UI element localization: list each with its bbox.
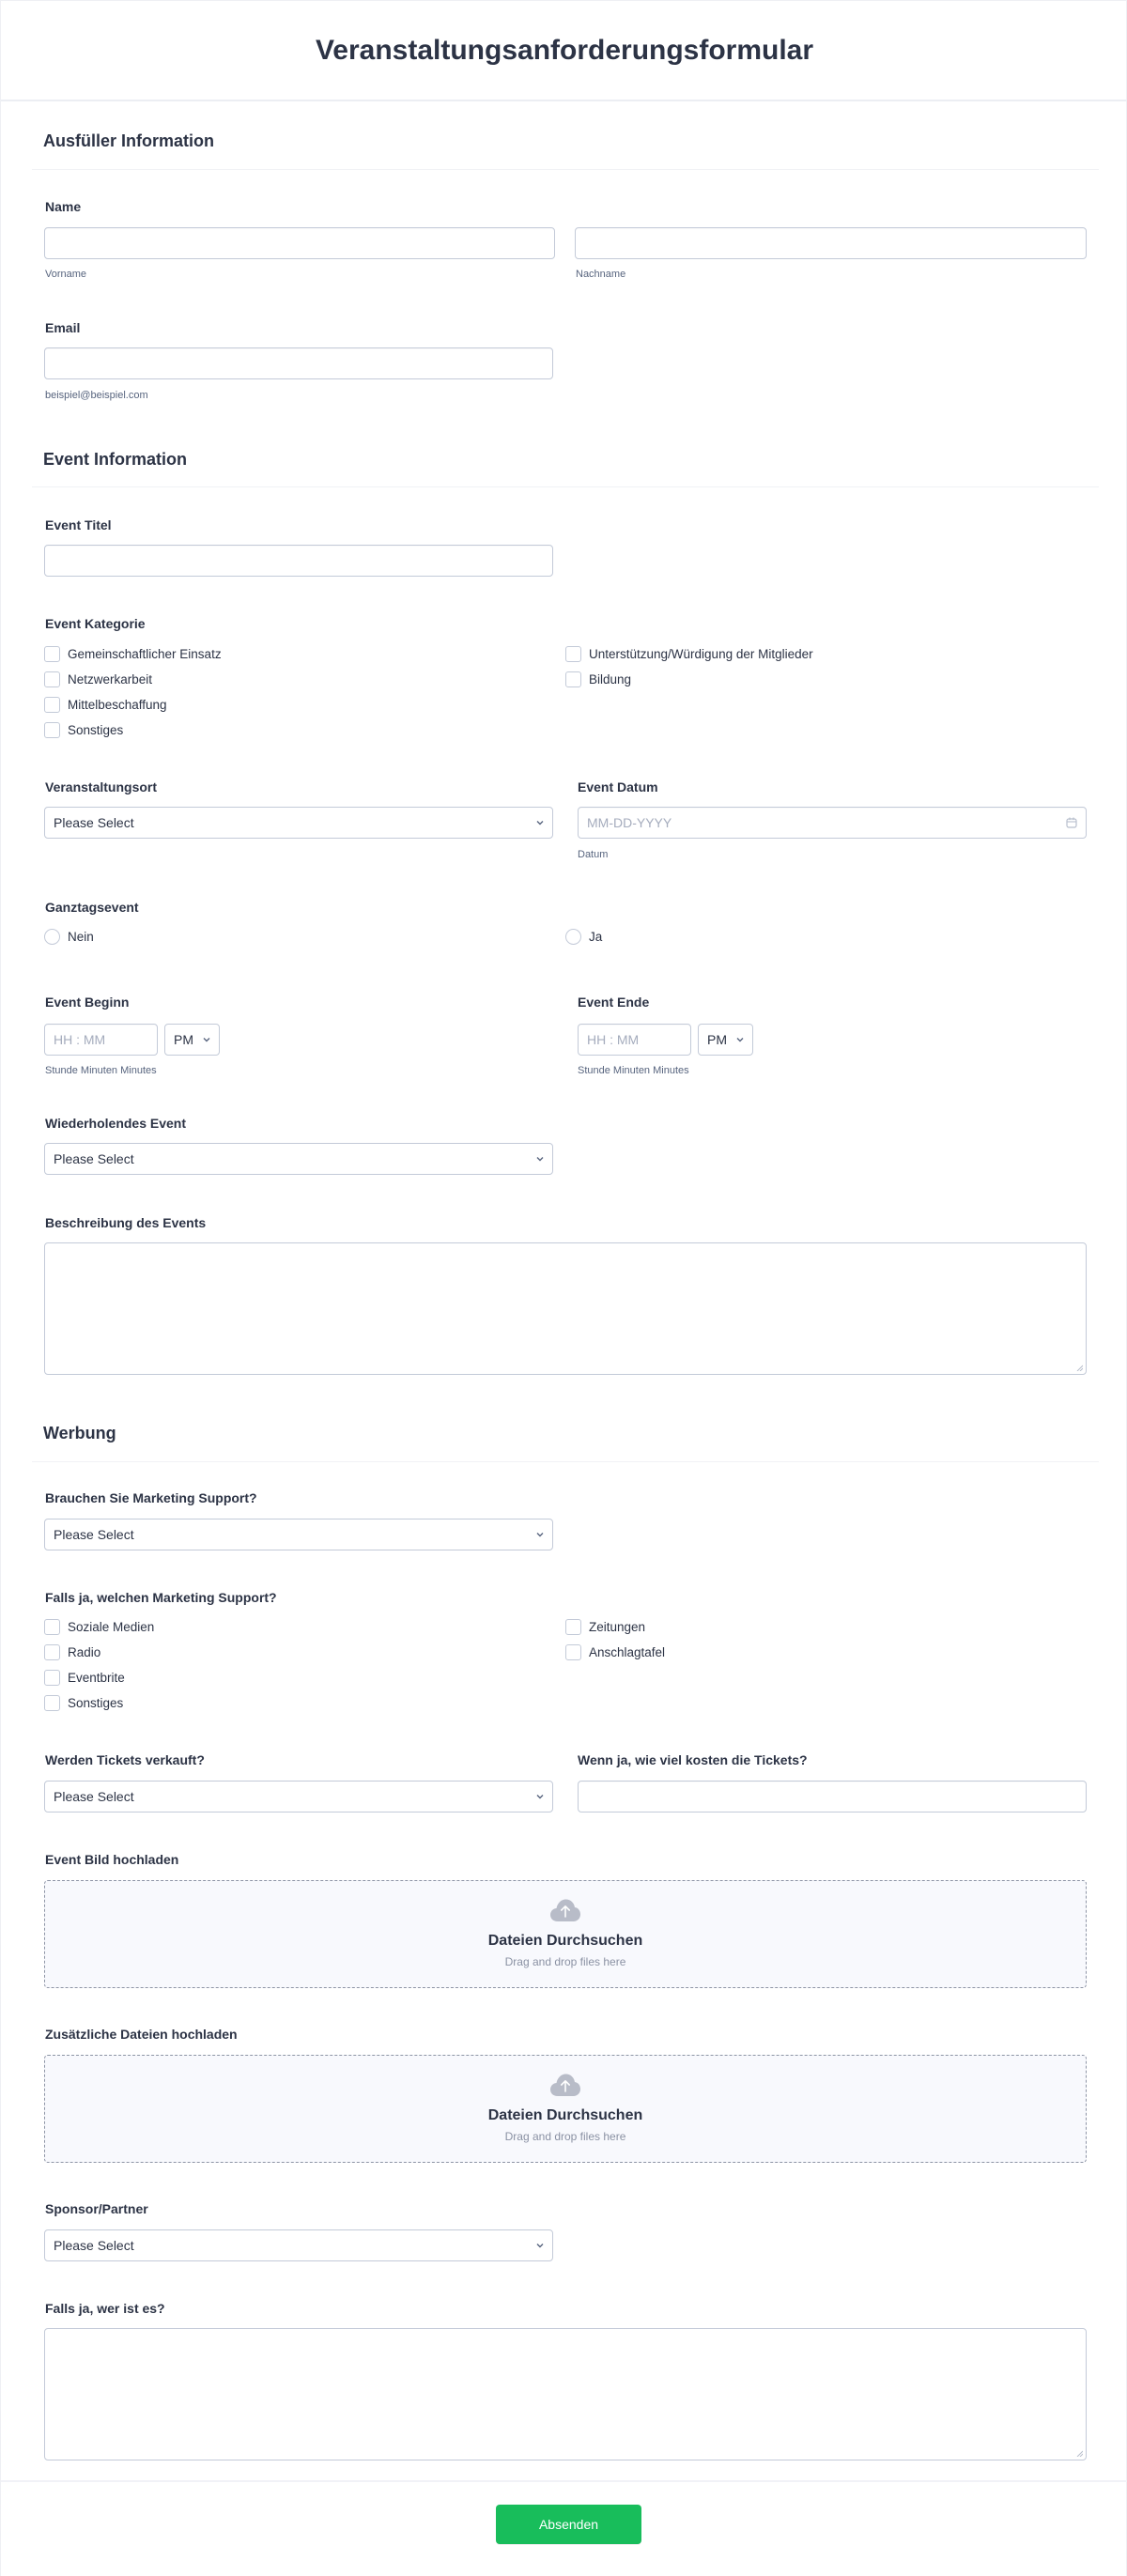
recurring-label: Wiederholendes Event (45, 1116, 187, 1131)
section-title-event: Event Information (43, 450, 188, 469)
email-input[interactable] (44, 347, 553, 379)
event-image-dropzone[interactable] (44, 1880, 1087, 1988)
sponsor-select[interactable]: Please Select (44, 2229, 553, 2261)
category-option[interactable]: Bildung (565, 671, 631, 687)
marketing-option[interactable]: Radio (44, 1643, 100, 1660)
form-title: Veranstaltungsanforderungsformular (315, 34, 814, 66)
first-name-input[interactable] (44, 227, 555, 259)
event-start-sublabel: Stunde Minuten Minutes (45, 1065, 157, 1076)
description-label: Beschreibung des Events (45, 1215, 207, 1230)
all-day-label: Ganztagsevent (45, 900, 139, 915)
section-divider (32, 169, 1099, 170)
event-start-ampm-select[interactable]: PM (164, 1024, 220, 1056)
event-date-label: Event Datum (578, 779, 658, 794)
marketing-option[interactable]: Sonstiges (44, 1694, 123, 1711)
section-divider (32, 486, 1099, 487)
event-end-ampm-select[interactable]: PM (698, 1024, 753, 1056)
radio-button[interactable] (44, 929, 60, 945)
description-textarea[interactable] (44, 1242, 1087, 1375)
all-day-option-yes[interactable]: Ja (565, 928, 602, 945)
additional-files-label: Zusätzliche Dateien hochladen (45, 2027, 238, 2042)
marketing-type-label: Falls ja, welchen Marketing Support? (45, 1590, 277, 1605)
chevron-down-icon (535, 2241, 545, 2250)
checkbox[interactable] (44, 671, 60, 687)
submit-button[interactable]: Absenden (496, 2505, 641, 2544)
checkbox[interactable] (44, 1644, 60, 1660)
last-name-input[interactable] (575, 227, 1087, 259)
checkbox[interactable] (44, 1619, 60, 1635)
checkbox[interactable] (44, 722, 60, 738)
marketing-needed-select[interactable]: Please Select (44, 1519, 553, 1550)
event-start-time-input[interactable]: HH : MM (44, 1024, 158, 1056)
tickets-sold-select[interactable]: Please Select (44, 1781, 553, 1812)
event-start-label: Event Beginn (45, 995, 130, 1010)
sponsor-who-label: Falls ja, wer ist es? (45, 2301, 165, 2316)
category-option[interactable]: Unterstützung/Würdigung der Mitglieder (565, 645, 813, 662)
checkbox[interactable] (44, 1670, 60, 1686)
footer-divider (1, 2480, 1127, 2482)
event-title-input[interactable] (44, 545, 553, 577)
checkbox[interactable] (565, 1644, 581, 1660)
event-title-label: Event Titel (45, 517, 112, 532)
marketing-option[interactable]: Eventbrite (44, 1669, 125, 1686)
chevron-down-icon (202, 1035, 211, 1044)
additional-files-dropzone[interactable] (44, 2055, 1087, 2163)
sponsor-who-textarea[interactable] (44, 2328, 1087, 2460)
checkbox[interactable] (565, 671, 581, 687)
category-option[interactable]: Mittelbeschaffung (44, 696, 167, 713)
venue-select[interactable] (44, 807, 553, 839)
checkbox[interactable] (565, 1619, 581, 1635)
cloud-upload-icon (549, 1898, 581, 1922)
last-name-sublabel: Nachname (576, 269, 626, 280)
browse-files-button[interactable]: Dateien Durchsuchen (487, 2107, 643, 2123)
name-label: Name (45, 199, 82, 214)
ticket-price-input[interactable] (578, 1781, 1087, 1812)
browse-files-button[interactable]: Dateien Durchsuchen (487, 1933, 643, 1949)
event-end-label: Event Ende (578, 995, 650, 1010)
event-end-sublabel: Stunde Minuten Minutes (578, 1065, 689, 1076)
drop-hint: Drag and drop files here (504, 2130, 626, 2143)
venue-selected-value: Please Select (54, 815, 134, 830)
category-option[interactable]: Gemeinschaftlicher Einsatz (44, 645, 222, 662)
checkbox[interactable] (44, 697, 60, 713)
chevron-down-icon (535, 1154, 545, 1164)
marketing-option[interactable]: Soziale Medien (44, 1618, 154, 1635)
first-name-sublabel: Vorname (45, 269, 87, 280)
venue-label: Veranstaltungsort (45, 779, 158, 794)
event-date-input[interactable] (578, 807, 1087, 839)
event-date-placeholder: MM-DD-YYYY (587, 815, 672, 830)
all-day-option-no[interactable]: Nein (44, 928, 94, 945)
event-category-label: Event Kategorie (45, 616, 146, 631)
chevron-down-icon (535, 1792, 545, 1801)
checkbox[interactable] (565, 646, 581, 662)
marketing-option[interactable]: Zeitungen (565, 1618, 645, 1635)
tickets-sold-label: Werden Tickets verkauft? (45, 1752, 205, 1767)
checkbox[interactable] (44, 1695, 60, 1711)
resize-handle-icon[interactable] (1076, 1365, 1083, 1371)
sponsor-label: Sponsor/Partner (45, 2201, 148, 2216)
email-label: Email (45, 320, 81, 335)
category-option[interactable]: Netzwerkarbeit (44, 671, 152, 687)
event-image-label: Event Bild hochladen (45, 1852, 179, 1867)
marketing-option[interactable]: Anschlagtafel (565, 1643, 665, 1660)
ticket-price-label: Wenn ja, wie viel kosten die Tickets? (578, 1752, 808, 1767)
radio-button[interactable] (565, 929, 581, 945)
chevron-down-icon (535, 818, 545, 827)
recurring-select[interactable]: Please Select (44, 1143, 553, 1175)
cloud-upload-icon (549, 2073, 581, 2097)
chevron-down-icon (535, 1530, 545, 1539)
drop-hint: Drag and drop files here (504, 1955, 626, 1968)
checkbox[interactable] (44, 646, 60, 662)
section-title-submitter: Ausfüller Information (43, 131, 215, 150)
section-title-advertising: Werbung (43, 1424, 116, 1442)
calendar-icon[interactable] (1065, 816, 1078, 829)
event-date-sublabel: Datum (578, 849, 609, 860)
category-option[interactable]: Sonstiges (44, 721, 123, 738)
event-end-time-input[interactable]: HH : MM (578, 1024, 691, 1056)
form-header (1, 0, 1127, 101)
chevron-down-icon (735, 1035, 745, 1044)
section-divider (32, 1461, 1099, 1462)
email-sublabel: beispiel@beispiel.com (45, 390, 148, 401)
resize-handle-icon[interactable] (1076, 2450, 1083, 2457)
marketing-needed-label: Brauchen Sie Marketing Support? (45, 1490, 257, 1505)
